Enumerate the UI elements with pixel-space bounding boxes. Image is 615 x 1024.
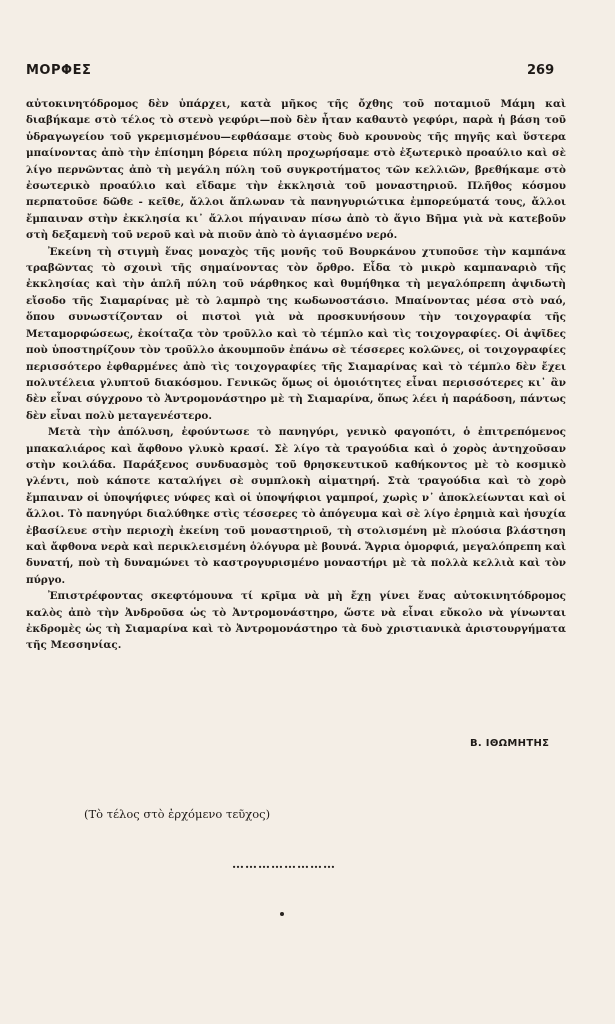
paragraph: Ἐκείνη τὴ στιγμὴ ἕνας μοναχὸς τῆς μονῆς τοῦ Βουρκάνου χτυποῦσε τὴν καμπάνα τραβῶντας τὸ σχοινὶ τῆς σημαίνοντας τὸν ὄρθρο. Εἶδα τὸ μικρὸ καμπαναριὸ τῆς ἐκκλησίας καὶ τὴν ἁπλῆ πύλη τοῦ νάρθηκος καὶ θυμήθηκα τὴ μεγαλόπρεπη ἀψιδωτὴ εἴσοδο τῆς Σιαμαρίνας μὲ τὸ λαμπρὸ της κωδωνοστάσιο. Μπαίνοντας μέσα στὸ ναό, ὅπου συνωστίζονταν οἱ πιστοὶ γιὰ νὰ προσκυνήσουν τὴν τοιχογραφία τῆς Μεταμορφώσεως, ἐκοίταζα τὸν τροῦλλο καὶ τὸ τέμπλο καὶ τὶς τοιχογραφίες. Οἱ ἀψῖδες ποὺ ὑποστηρίζουν τὸν τροῦλλο ἀκουμποῦν ἐπάνω σὲ τέσσερες κολῶνες, οἱ τοιχογραφίες περισσότερο ἐφθαρμένες ἀπὸ τὶς τοιχογραφίες τῆς Σιαμαρίνας καὶ τὸ τέμπλο δὲν ἔχει πολυτέλεια γλυπτοῦ διακόσμου. Γενικῶς ὅμως οἱ ὁμοιότητες εἶναι περισσότερες κι᾽ ἂν δὲν εἶναι σύγχρονο τὸ Ἀντρομονάστηρο μὲ τὴ Σιαμαρίνα, ὅπως λέει ἡ παράδοση, πάντως δὲν εἶναι πολὺ μεταγενέστερο.	[26, 245, 566, 422]
paragraph: αὐτοκινητόδρομος δὲν ὑπάρχει, κατὰ μῆκος τῆς ὄχθης τοῦ ποταμιοῦ Μάμη καὶ διαβήκαμε στὸ τέλος τὸ στενὸ γεφύρι—ποὺ δὲν ἦταν καθαυτὸ γεφύρι, παρὰ ἡ βάση τοῦ ὑδραγωγείου τοῦ γκρεμισμένου—εφθάσαμε στοὺς δυὸ κρουνοὺς τῆς πηγῆς καὶ ὕστερα μπαίνοντας ἀπὸ τὴν ἐπίσημη βόρεια πύλη προχωρήσαμε στὸ ἐξωτερικὸ προαύλιο καὶ σὲ λίγο περνῶντας ἀπὸ τὴ μεγάλη πύλη τοῦ συγκροτήματος τῶν κελλιῶν, βρεθήκαμε στὸ ἐσωτερικὸ προαύλιο καὶ εἴδαμε τὴν ἐκκλησιὰ τοῦ μοναστηριοῦ. Πλῆθος κόσμου περπατοῦσε δῶθε - κεῖθε, ἄλλοι ἅπλωναν τὰ πανηγυριώτικα ἐμπορεύματά τους, ἄλλοι ἔμπαιναν στὴν ἐκκλησία κι᾽ ἄλλοι πήγαιναν πίσω ἀπὸ τὸ ἅγιο Βῆμα γιὰ νὰ κατεβοῦν στὴ δεξαμενὴ τοῦ νεροῦ καὶ νὰ πιοῦν ἀπὸ τὸ ἁγιασμένο νερό.	[26, 98, 566, 242]
continuation-note: (Τὸ τέλος στὸ ἐρχόμενο τεῦχος)	[84, 807, 271, 821]
author-signature: Β. ΙΘΩΜΗΤΗΣ	[470, 738, 550, 749]
journal-title: ΜΟΡΦΕΣ	[26, 63, 92, 78]
article-body	[26, 96, 566, 654]
ink-speck	[280, 912, 284, 916]
page-number: 269	[527, 63, 555, 78]
paragraph: Ἐπιστρέφοντας σκεφτόμουνα τί κρῖμα νὰ μὴ ἔχῃ γίνει ἕνας αὐτοκινητόδρομος καλὸς ἀπὸ τὴν Ἀνδροῦσα ὡς τὸ Ἀντρομονάστηρο, ὥστε νὰ εἶναι εὔκολο νὰ γίνωνται ἐκδρομὲς ὡς τὴ Σιαμαρίνα καὶ τὸ Ἀντρομονάστηρο τὰ δυὸ χριστιανικὰ ἀριστουργήματα τῆς Μεσσηνίας.	[26, 590, 566, 652]
dotted-separator: ……………………	[232, 857, 336, 871]
paragraph: Μετὰ τὴν ἀπόλυση, ἐφούντωσε τὸ πανηγύρι, γενικὸ φαγοπότι, ὁ ἐπιτρεπόμενος μπακαλιάρος καὶ ἄφθονο γλυκὸ κρασί. Σὲ λίγο τὰ τραγούδια καὶ ὁ χορὸς ἀντηχοῦσαν στὴν κοιλάδα. Παράξενος συνδυασμὸς τοῦ θρησκευτικοῦ καθήκοντος μὲ τὸ κοσμικὸ γλέντι, ποὺ κάποτε καταλήγει σὲ συμπλοκὴ αἱματηρή. Στὰ τραγούδια καὶ τὸ χορὸ ἔμπαιναν οἱ ὑποψήφιες νύφες καὶ οἱ ὑποψήφιοι γαμπροί, χωρὶς ν᾽ ἀποκλείωνται καὶ οἱ ἄλλοι. Τὸ πανηγύρι διαλύθηκε στὶς τέσσερες τὸ ἀπόγευμα καὶ σὲ λίγο ἐρημιὰ καὶ ἡσυχία ἐβασίλευε στὴν περιοχὴ ἐκείνη τοῦ μοναστηριοῦ, τὴ στολισμένη μὲ πλούσια βλάστηση καὶ ἄφθονα νερὰ καὶ περικλεισμένη ὁλόγυρα μὲ βουνά. Ἄγρια ὀμορφιά, μεγαλόπρεπη καὶ δυνατή, ποὺ τὴ δυναμώνει τὸ καστρογυρισμένο μοναστήρι μὲ τὰ πολλὰ κελλιὰ καὶ τὸν πύργο.	[26, 426, 566, 586]
